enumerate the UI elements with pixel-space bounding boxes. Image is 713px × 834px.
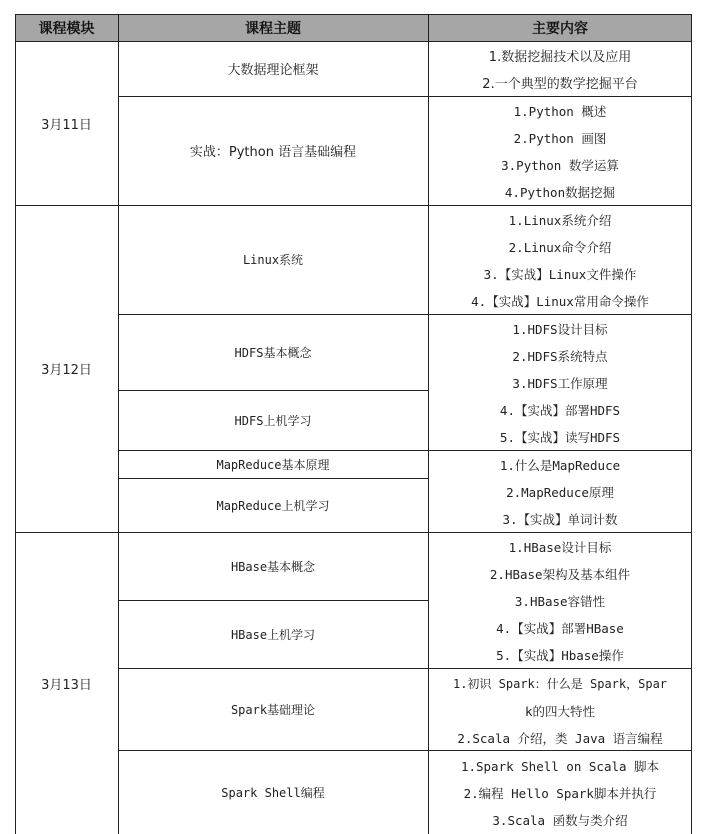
grid-line [118, 750, 692, 751]
grid-line [15, 205, 692, 206]
topic-cell: 实战：Python 语言基础编程 [189, 145, 357, 160]
content-line: 2.Scala 介绍，类 Java 语言编程 [457, 731, 663, 746]
grid-line [118, 14, 119, 834]
content-line: 3.Python 数学运算 [501, 158, 619, 173]
content-cell [428, 207, 692, 315]
content-cell [428, 452, 692, 533]
content-line: 5.【实战】Hbase操作 [496, 648, 624, 663]
content-line: 5.【实战】读写HDFS [499, 430, 621, 445]
grid-line [118, 668, 692, 669]
content-line: 1.初识 Spark：什么是 Spark，Spar [452, 677, 668, 691]
content-line: k的四大特性 [524, 704, 596, 719]
grid-line [118, 314, 692, 315]
content-cell [428, 44, 692, 98]
grid-line [118, 450, 692, 451]
content-cell [428, 671, 692, 752]
content-line: 2.MapReduce原理 [506, 485, 614, 500]
date-cell: 3月12日 [41, 363, 92, 378]
grid-line [15, 14, 16, 834]
content-line: 3.Scala 函数与类介绍 [492, 813, 628, 828]
grid-line [15, 14, 692, 15]
grid-line [118, 390, 428, 391]
content-line: 1.什么是MapReduce [499, 458, 621, 473]
topic-cell: MapReduce基本原理 [216, 457, 330, 472]
topic-cell: Spark Shell编程 [221, 785, 325, 800]
content-line: 2.HBase架构及基本组件 [489, 567, 631, 582]
date-cell: 3月13日 [41, 677, 92, 693]
grid-line [428, 14, 429, 834]
content-line: 3.【实战】单词计数 [502, 512, 618, 527]
content-line: 2.HDFS系统特点 [512, 349, 608, 364]
grid-line [691, 14, 692, 834]
header-content: 主要内容 [428, 14, 692, 41]
content-line: 1.数据挖掘技术以及应用 [488, 50, 632, 65]
content-line: 1.HDFS设计目标 [512, 322, 608, 337]
grid-line [15, 41, 692, 42]
content-line: 2.一个典型的数学挖掘平台 [482, 77, 638, 92]
content-line: 4.【实战】Linux常用命令操作 [471, 294, 649, 309]
topic-cell: Spark基础理论 [230, 702, 316, 717]
grid-line [15, 532, 692, 533]
content-line: 4.【实战】部署HDFS [499, 403, 621, 418]
content-line: 1.HBase设计目标 [508, 540, 612, 555]
content-cell [428, 316, 692, 451]
content-line: 2.Python 画图 [513, 131, 607, 146]
grid-line [118, 600, 428, 601]
content-line: 1.Spark Shell on Scala 脚本 [460, 759, 660, 774]
content-line: 1.Python 概述 [513, 104, 607, 119]
content-cell [428, 753, 692, 834]
grid-line [118, 478, 428, 479]
content-line: 2.编程 Hello Spark脚本并执行 [463, 786, 657, 801]
content-line: 3.【实战】Linux文件操作 [483, 267, 637, 282]
header-module: 课程模块 [15, 14, 118, 41]
content-cell [428, 98, 692, 206]
topic-cell: HBase上机学习 [230, 627, 316, 642]
topic-cell: HBase基本概念 [230, 559, 316, 574]
content-line: 3.HBase容错性 [514, 594, 606, 609]
course-table [15, 14, 692, 834]
content-cell [428, 534, 692, 669]
topic-cell: 大数据理论框架 [227, 63, 319, 78]
date-cell: 3月11日 [41, 117, 92, 133]
grid-line [118, 96, 692, 97]
topic-cell: MapReduce上机学习 [216, 498, 330, 513]
content-line: 4.【实战】部署HBase [496, 621, 624, 636]
topic-cell: HDFS上机学习 [234, 413, 312, 428]
header-topic: 课程主题 [118, 14, 428, 41]
content-line: 1.Linux系统介绍 [508, 213, 612, 228]
content-line: 4.Python数据挖掘 [504, 185, 616, 200]
content-line: 2.Linux命令介绍 [508, 240, 612, 255]
content-line: 3.HDFS工作原理 [512, 376, 608, 391]
topic-cell: Linux系统 [242, 253, 304, 267]
topic-cell: HDFS基本概念 [234, 345, 312, 360]
